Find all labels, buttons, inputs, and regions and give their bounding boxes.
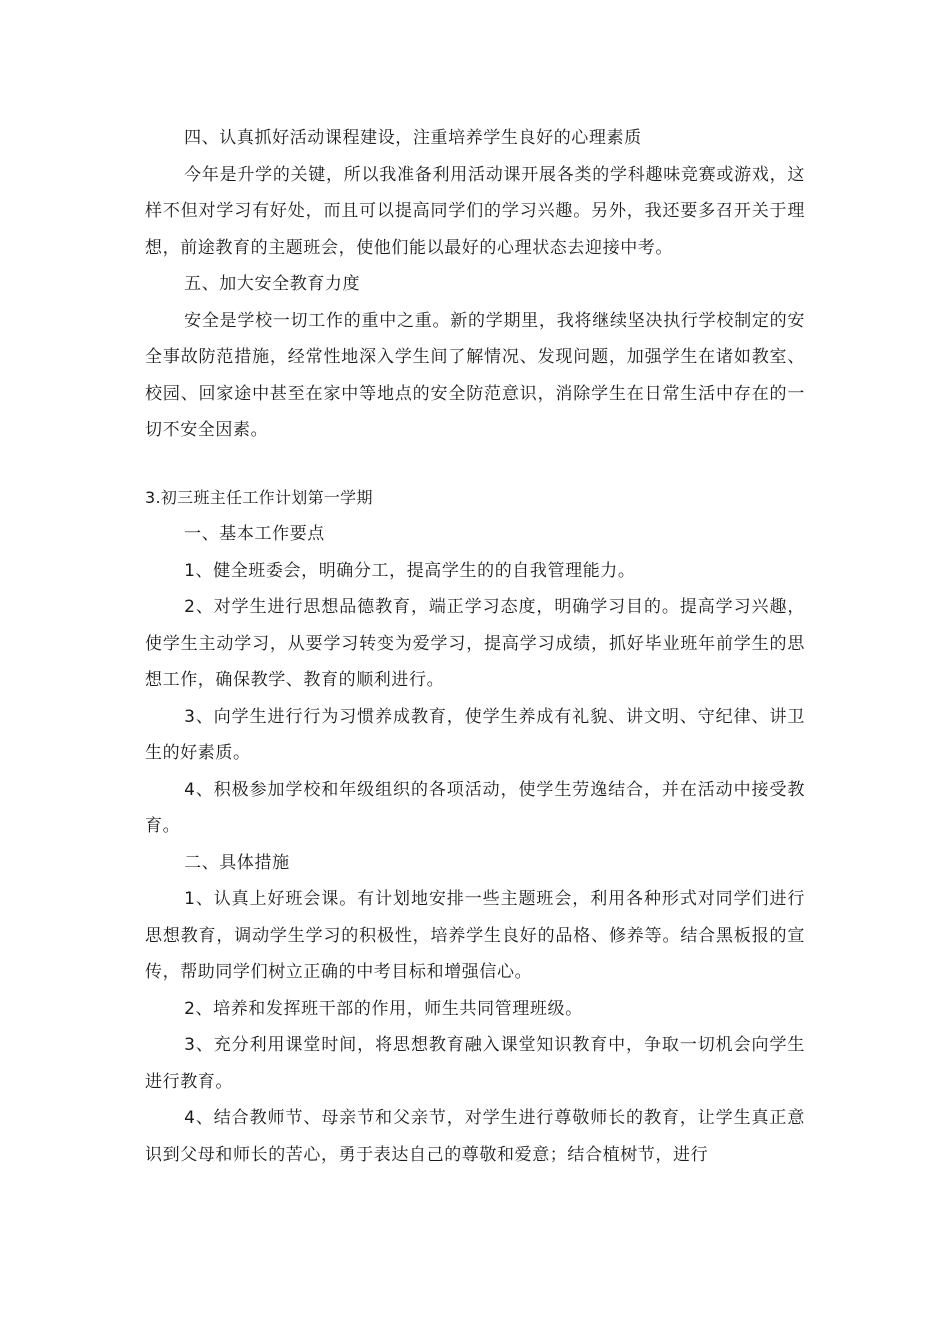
section-gap xyxy=(145,449,805,480)
part2-item: 3、充分利用课堂时间，将思想教育融入课堂知识教育中，争取一切机会向学生进行教育。 xyxy=(145,1035,805,1092)
part2-item: 4、结合教师节、母亲节和父亲节，对学生进行尊敬师长的教育，让学生真正意识到父母和师长的苦心，勇于表达自己的尊敬和爱意；结合植树节，进行 xyxy=(145,1108,805,1165)
part1-item: 4、积极参加学校和年级组织的各项活动，使学生劳逸结合，并在活动中接受教育。 xyxy=(145,779,805,836)
section5-paragraph: 安全是学校一切工作的重中之重。新的学期里，我将继续坚决执行学校制定的安全事故防范措施，经常性地深入学生间了解情况、发现问题，加强学生在诸如教室、校园、回家途中甚至在家中等地点的安全防范意识，消除学生在日常生活中存在的一切不安全因素。 xyxy=(145,310,805,440)
part2-item: 2、培养和发挥班干部的作用，师生共同管理班级。 xyxy=(184,998,583,1019)
part2-heading: 二、具体措施 xyxy=(184,852,290,873)
part1-heading: 一、基本工作要点 xyxy=(184,524,325,544)
part2-item: 1、认真上好班会课。有计划地安排一些主题班会，利用各种形式对同学们进行思想教育，调动学生学习的积极性，培养学生良好的品格、修养等。结合黑板报的宣传，帮助同学们树立正确的中考目标和增强信心。 xyxy=(145,889,805,982)
section4-paragraph: 今年是升学的关键，所以我准备利用活动课开展各类的学科趣味竞赛或游戏，这样不但对学习有好处，而且可以提高同学们的学习兴趣。另外，我还要多召开关于理想，前途教育的主题班会，使他们能以最好的心理状态去迎接中考。 xyxy=(145,164,805,258)
part1-item: 3、向学生进行行为习惯养成教育，使学生养成有礼貌、讲文明、守纪律、讲卫生的好素质。 xyxy=(145,706,805,763)
plan-title: 3.初三班主任工作计划第一学期 xyxy=(145,487,373,507)
section5-heading: 五、加大安全教育力度 xyxy=(184,274,361,294)
section4-heading: 四、认真抓好活动课程建设，注重培养学生良好的心理素质 xyxy=(184,128,642,148)
part1-item: 1、健全班委会，明确分工，提高学生的的自我管理能力。 xyxy=(184,560,636,581)
part1-item: 2、对学生进行思想品德教育，端正学习态度，明确学习目的。提高学习兴趣，使学生主动学习，从要学习转变为爱学习，提高学习成绩，抓好毕业班年前学生的思想工作，确保教学、教育的顺利进行。 xyxy=(145,597,805,690)
document-body xyxy=(145,120,805,1173)
